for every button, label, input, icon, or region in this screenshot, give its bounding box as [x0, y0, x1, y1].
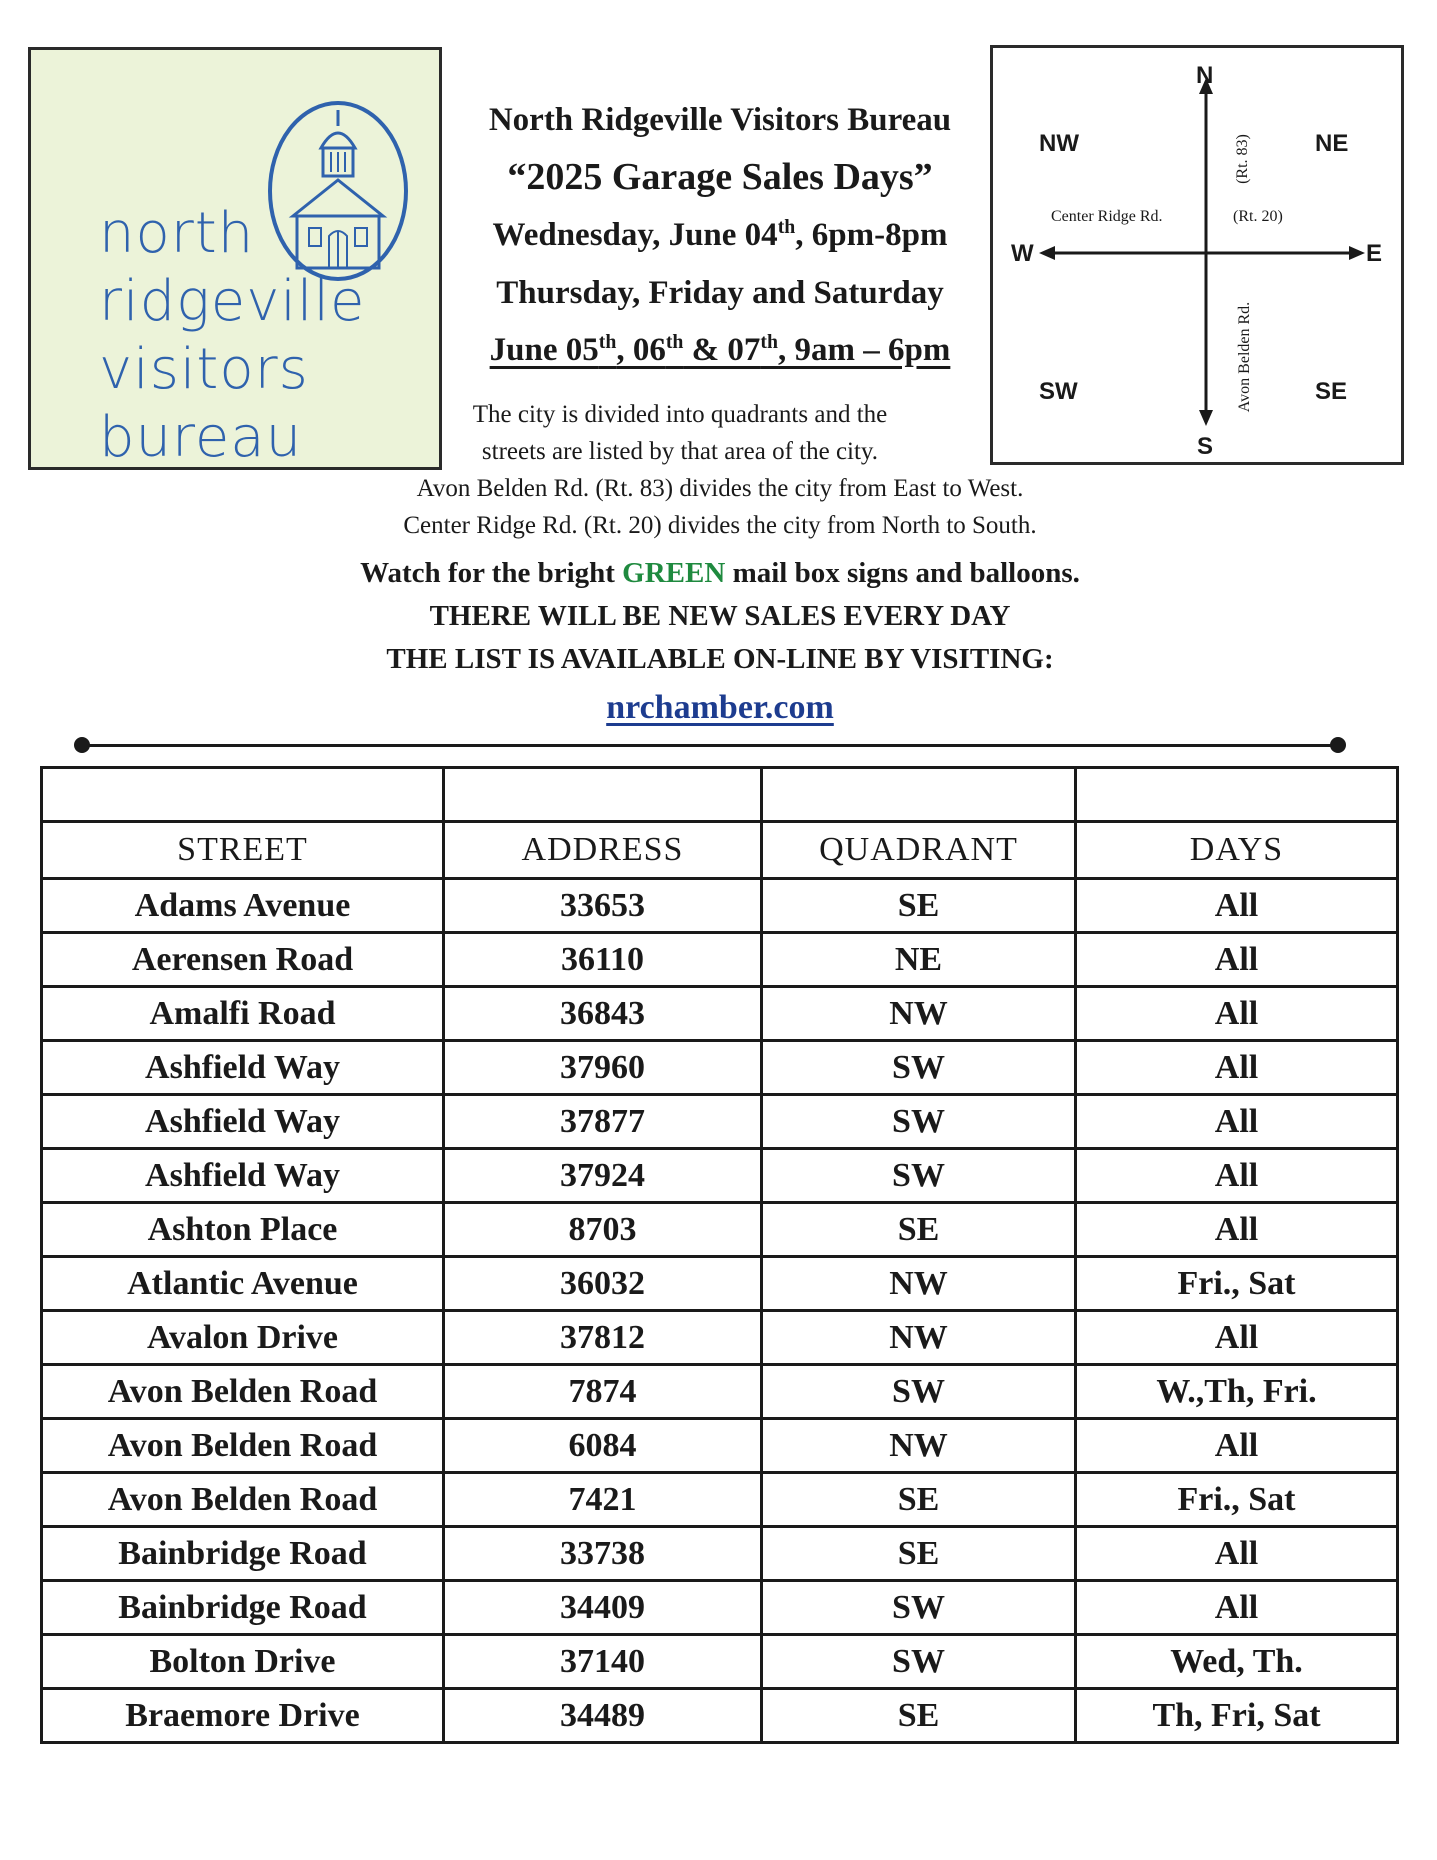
east-label: E — [1366, 240, 1383, 267]
street-cell: Atlantic Avenue — [42, 1257, 444, 1311]
logo-word: north — [99, 201, 255, 266]
days-cell: Wed, Th. — [1076, 1635, 1398, 1689]
days-cell: All — [1076, 1581, 1398, 1635]
blank-cell — [1076, 768, 1398, 822]
days-cell: All — [1076, 987, 1398, 1041]
table-row — [42, 1311, 1398, 1365]
quadrant-explanation — [280, 396, 1160, 544]
preview-day-line — [450, 206, 990, 264]
address-cell: 7421 — [444, 1473, 762, 1527]
ordinal-suffix: th — [665, 331, 684, 353]
quadrant-cell: SW — [762, 1095, 1076, 1149]
address-cell: 36843 — [444, 987, 762, 1041]
quadrant-cell: SE — [762, 1527, 1076, 1581]
table-row — [42, 987, 1398, 1041]
days-cell: All — [1076, 1149, 1398, 1203]
quadrant-ne-label: NE — [1315, 130, 1349, 157]
info-line: streets are listed by that area of the city. — [481, 438, 879, 465]
column-header-street: STREET — [42, 822, 444, 879]
street-cell: Amalfi Road — [42, 987, 444, 1041]
quadrant-cell: SE — [762, 879, 1076, 933]
street-cell: Bolton Drive — [42, 1635, 444, 1689]
sale-dates-line — [450, 322, 990, 378]
address-cell: 36110 — [444, 933, 762, 987]
quadrant-cell: SE — [762, 1473, 1076, 1527]
street-cell: Ashton Place — [42, 1203, 444, 1257]
table-row — [42, 1473, 1398, 1527]
column-header-address: ADDRESS — [444, 822, 762, 879]
date-text: June 05 — [489, 332, 599, 368]
address-cell: 33653 — [444, 879, 762, 933]
days-cell: All — [1076, 1095, 1398, 1149]
table-row — [42, 1419, 1398, 1473]
street-cell: Ashfield Way — [42, 1095, 444, 1149]
table-row — [42, 1365, 1398, 1419]
watch-signs-line — [200, 552, 1240, 595]
notice-text: mail box signs and balloons. — [725, 557, 1080, 589]
address-cell: 34489 — [444, 1689, 762, 1743]
quadrant-cell: SE — [762, 1203, 1076, 1257]
table-row — [42, 1689, 1398, 1743]
center-ridge-road-label: Center Ridge Rd. — [1051, 208, 1163, 225]
west-label: W — [1011, 240, 1034, 267]
preview-time-text: , 6pm-8pm — [795, 217, 948, 253]
quadrant-nw-label: NW — [1039, 130, 1079, 157]
address-cell: 37140 — [444, 1635, 762, 1689]
quadrant-cell: SW — [762, 1149, 1076, 1203]
address-cell: 33738 — [444, 1527, 762, 1581]
quadrant-cell: NW — [762, 1257, 1076, 1311]
website-link[interactable]: nrchamber.com — [606, 689, 834, 726]
street-cell: Avon Belden Road — [42, 1365, 444, 1419]
street-cell: Aerensen Road — [42, 933, 444, 987]
sale-days-line: Thursday, Friday and Saturday — [496, 275, 944, 311]
days-cell: Fri., Sat — [1076, 1257, 1398, 1311]
days-cell: All — [1076, 1527, 1398, 1581]
notice-block — [200, 552, 1240, 733]
date-text: & 07 — [683, 332, 761, 368]
info-line: Center Ridge Rd. (Rt. 20) divides the city from North to South. — [403, 512, 1037, 539]
event-title: “2025 Garage Sales Days” — [507, 156, 933, 198]
table-row — [42, 1527, 1398, 1581]
days-cell: All — [1076, 1311, 1398, 1365]
north-label: N — [1196, 62, 1214, 89]
address-cell: 37960 — [444, 1041, 762, 1095]
organization-name: North Ridgeville Visitors Bureau — [488, 102, 952, 138]
street-cell: Braemore Drive — [42, 1689, 444, 1743]
quadrant-cell: SW — [762, 1635, 1076, 1689]
logo-word: bureau — [99, 405, 303, 470]
table-row — [42, 879, 1398, 933]
street-cell: Bainbridge Road — [42, 1527, 444, 1581]
quadrant-cell: NW — [762, 1311, 1076, 1365]
days-cell: All — [1076, 933, 1398, 987]
blank-cell — [444, 768, 762, 822]
column-header-quadrant: QUADRANT — [762, 822, 1076, 879]
days-cell: All — [1076, 1203, 1398, 1257]
street-cell: Adams Avenue — [42, 879, 444, 933]
table-row — [42, 1095, 1398, 1149]
south-label: S — [1197, 433, 1214, 460]
quadrant-sw-label: SW — [1039, 378, 1078, 405]
address-cell: 37924 — [444, 1149, 762, 1203]
info-line: The city is divided into quadrants and the — [472, 401, 888, 428]
table-row — [42, 1203, 1398, 1257]
table-row — [42, 1581, 1398, 1635]
days-cell: Th, Fri, Sat — [1076, 1689, 1398, 1743]
table-blank-row — [42, 768, 1398, 822]
quadrant-cell: NW — [762, 987, 1076, 1041]
address-cell: 6084 — [444, 1419, 762, 1473]
online-list-line: THE LIST IS AVAILABLE ON-LINE BY VISITING: — [386, 643, 1054, 675]
quadrant-cell: NE — [762, 933, 1076, 987]
blank-cell — [762, 768, 1076, 822]
divider-dot-right — [1330, 737, 1346, 753]
days-cell: Fri., Sat — [1076, 1473, 1398, 1527]
ordinal-suffix: th — [777, 216, 796, 238]
quadrant-cell: SW — [762, 1581, 1076, 1635]
blank-cell — [42, 768, 444, 822]
street-cell: Bainbridge Road — [42, 1581, 444, 1635]
quadrant-se-label: SE — [1315, 378, 1348, 405]
days-cell: All — [1076, 1419, 1398, 1473]
street-cell: Ashfield Way — [42, 1149, 444, 1203]
route-83-label: (Rt. 83) — [1234, 134, 1251, 184]
days-cell: All — [1076, 879, 1398, 933]
notice-text: Watch for the bright — [360, 557, 623, 589]
quadrant-cell: SW — [762, 1041, 1076, 1095]
table-header-row — [42, 822, 1398, 879]
logo-word: visitors — [99, 337, 309, 402]
route-20-label: (Rt. 20) — [1233, 208, 1283, 225]
address-cell: 8703 — [444, 1203, 762, 1257]
column-header-days: DAYS — [1076, 822, 1398, 879]
info-line: Avon Belden Rd. (Rt. 83) divides the city from East to West. — [416, 475, 1024, 502]
street-cell: Avon Belden Road — [42, 1473, 444, 1527]
quadrant-cell: NW — [762, 1419, 1076, 1473]
days-cell: W.,Th, Fri. — [1076, 1365, 1398, 1419]
table-row — [42, 1041, 1398, 1095]
new-sales-line: THERE WILL BE NEW SALES EVERY DAY — [429, 600, 1011, 632]
days-cell: All — [1076, 1041, 1398, 1095]
quadrant-cell: SE — [762, 1689, 1076, 1743]
logo-word: ridgeville — [99, 269, 366, 334]
garage-sales-table — [40, 766, 1399, 1744]
section-divider — [78, 744, 1344, 747]
table-row — [42, 1149, 1398, 1203]
table-row — [42, 1257, 1398, 1311]
event-header — [450, 92, 990, 378]
address-cell: 36032 — [444, 1257, 762, 1311]
preview-day-text: Wednesday, June 04 — [492, 217, 778, 253]
avon-belden-road-label: Avon Belden Rd. — [1236, 301, 1253, 413]
street-cell: Avon Belden Road — [42, 1419, 444, 1473]
address-cell: 37877 — [444, 1095, 762, 1149]
address-cell: 34409 — [444, 1581, 762, 1635]
table-row — [42, 933, 1398, 987]
quadrant-cell: SW — [762, 1365, 1076, 1419]
time-text: , 9am – 6pm — [778, 332, 951, 368]
date-text: , 06 — [616, 332, 666, 368]
address-cell: 37812 — [444, 1311, 762, 1365]
table-row — [42, 1635, 1398, 1689]
ordinal-suffix: th — [598, 331, 617, 353]
address-cell: 7874 — [444, 1365, 762, 1419]
street-cell: Avalon Drive — [42, 1311, 444, 1365]
green-word: GREEN — [622, 557, 726, 589]
ordinal-suffix: th — [760, 331, 779, 353]
street-cell: Ashfield Way — [42, 1041, 444, 1095]
